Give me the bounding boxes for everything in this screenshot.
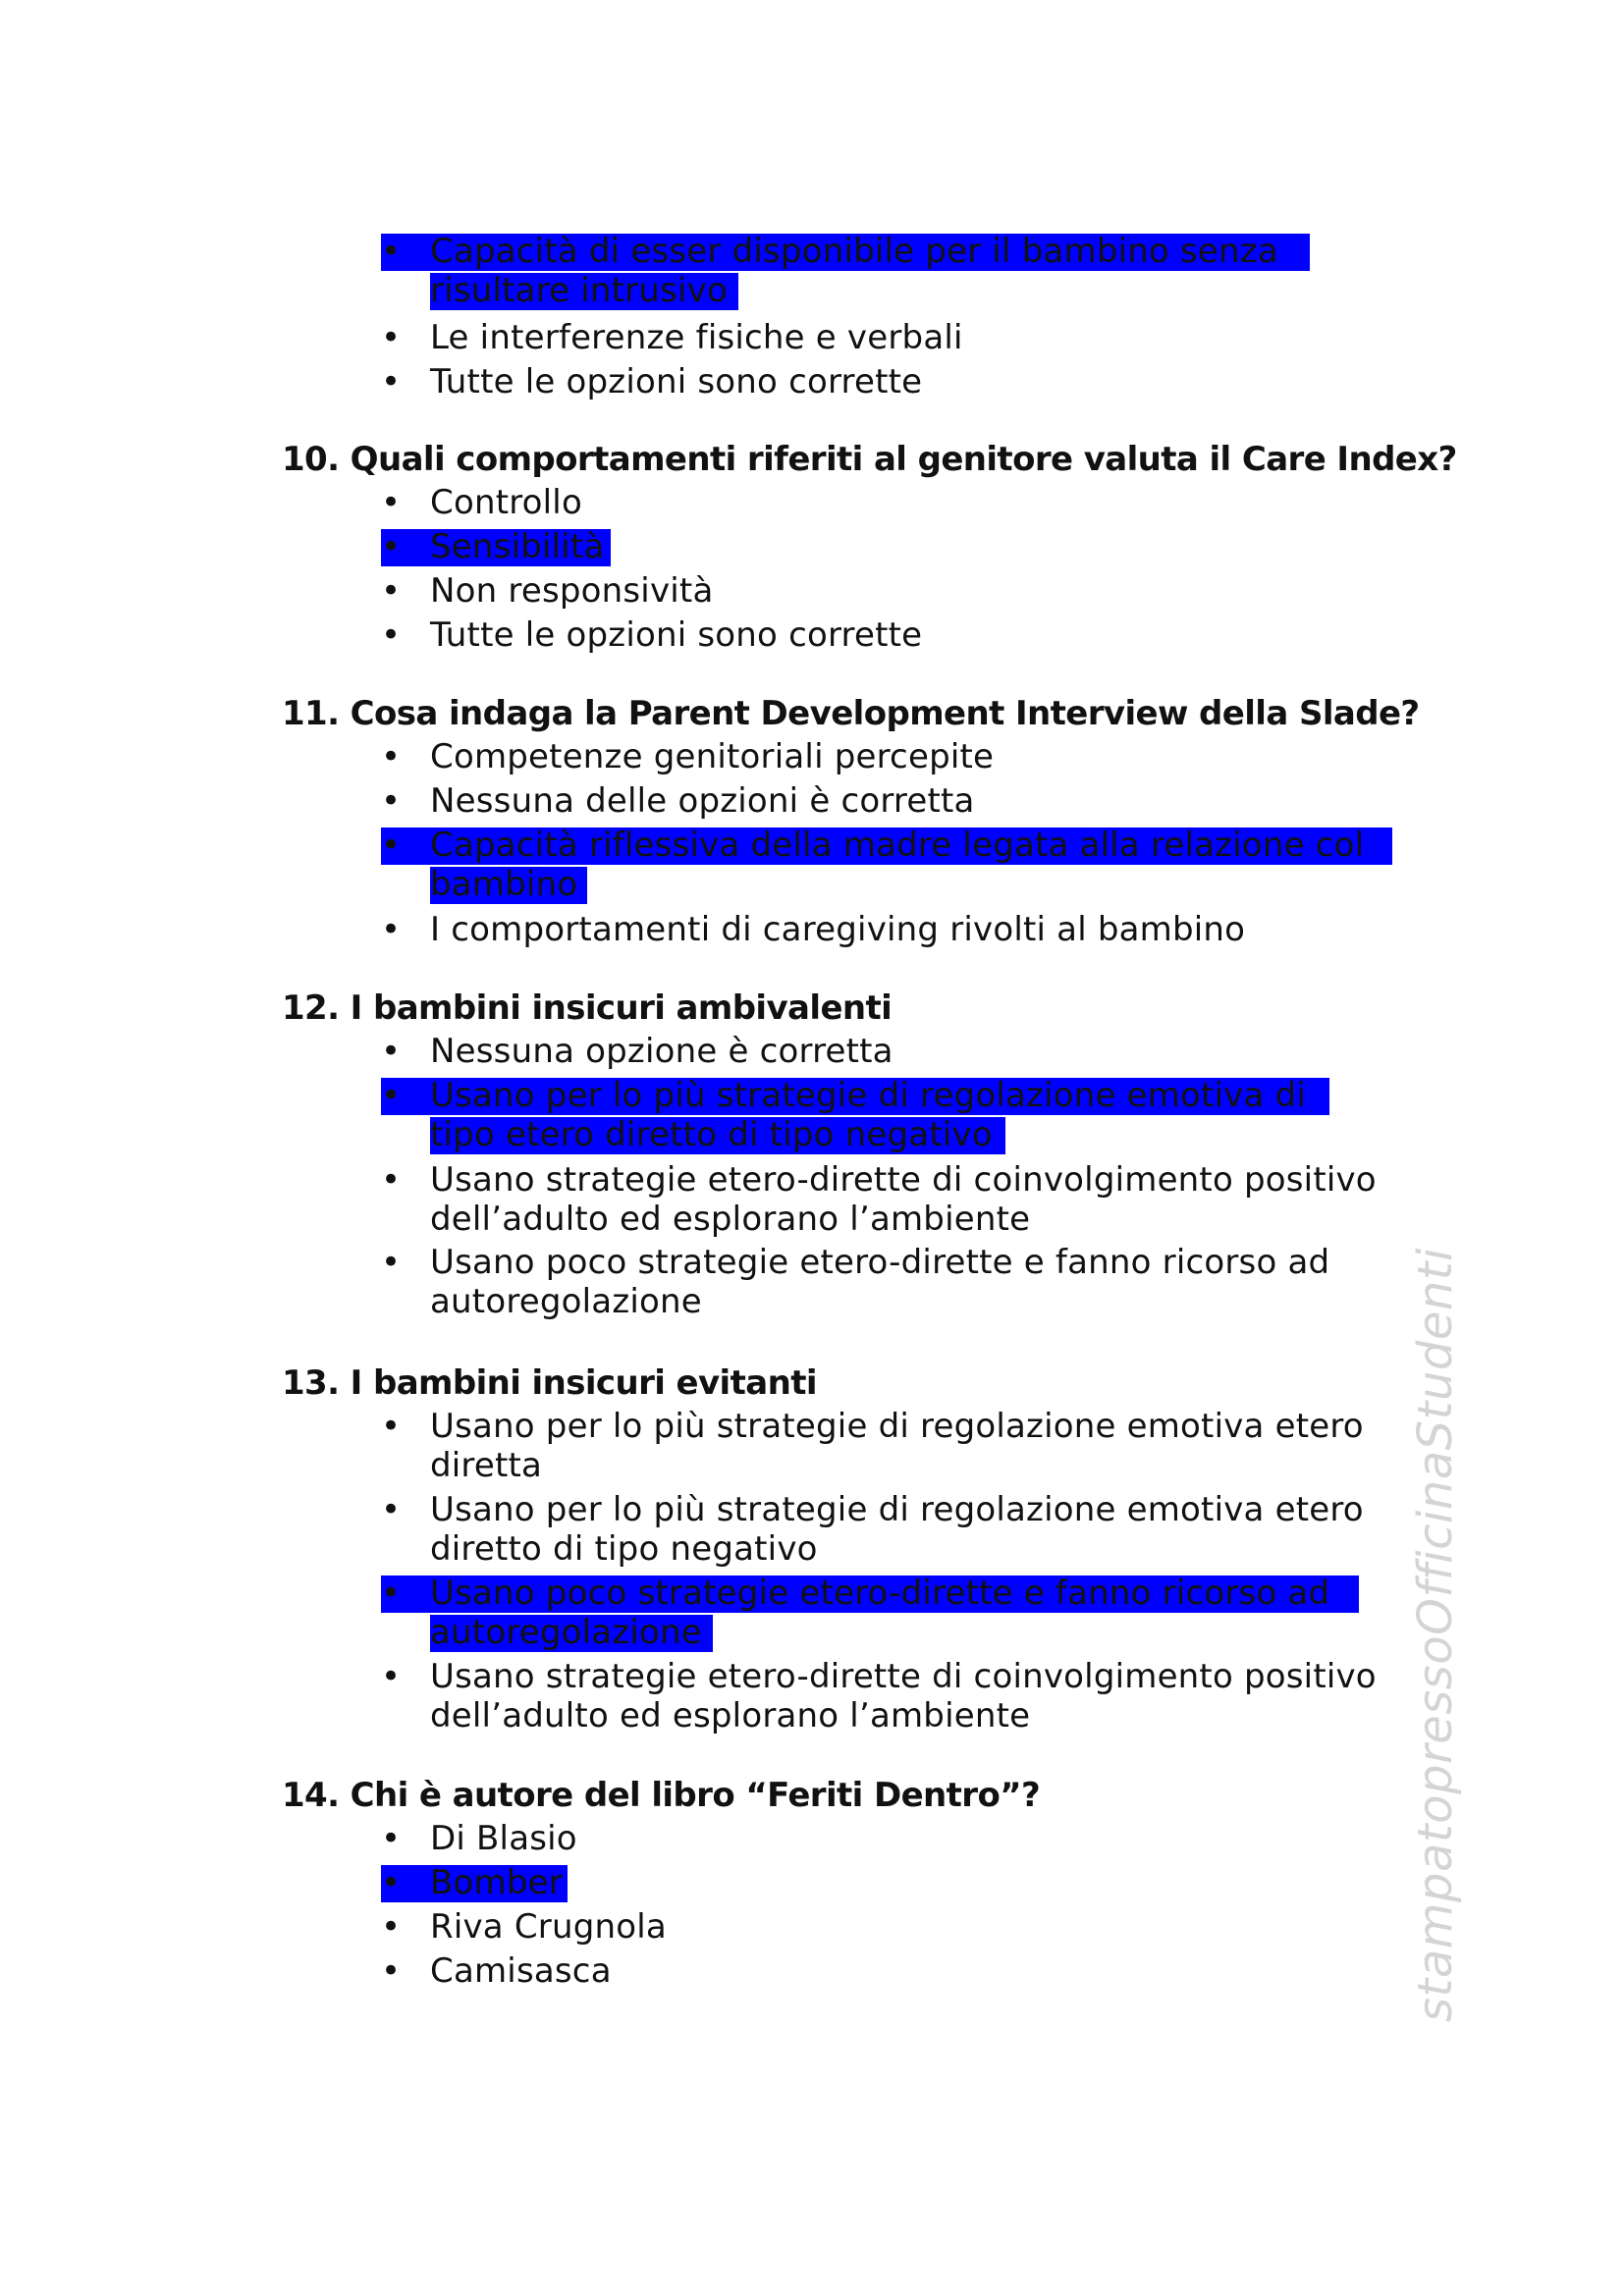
bullet-icon: •	[381, 1490, 402, 1529]
option-text-line: Usano per lo più strategie di regolazione emotiva di	[430, 1076, 1307, 1115]
option-item	[0, 1243, 1624, 1325]
bullet-icon: •	[381, 571, 402, 611]
bullet-icon: •	[381, 527, 402, 566]
option-text-line: Di Blasio	[430, 1819, 577, 1858]
option-text-line: Nessuna delle opzioni è corretta	[430, 781, 975, 821]
option-item	[0, 318, 1624, 362]
option-item	[0, 571, 1624, 615]
option-text-line: Usano poco strategie etero-dirette e fanno ricorso ad	[430, 1574, 1330, 1613]
bullet-icon: •	[381, 826, 402, 865]
options-list	[0, 1407, 1624, 1740]
option-text-line: Riva Crugnola	[430, 1907, 667, 1947]
bullet-icon: •	[381, 232, 402, 271]
option-text-line: autoregolazione	[430, 1282, 702, 1321]
option-item	[0, 1819, 1624, 1863]
option-item	[0, 1863, 1624, 1907]
question-title: 13. I bambini insicuri evitanti	[282, 1363, 817, 1403]
option-text-line: Controllo	[430, 483, 582, 522]
option-text-line: Capacità riflessiva della madre legata alla relazione col	[430, 826, 1365, 865]
options-list	[0, 1032, 1624, 1325]
bullet-icon: •	[381, 910, 402, 949]
bullet-icon: •	[381, 1657, 402, 1696]
option-item	[0, 1574, 1624, 1657]
question-title: 10. Quali comportamenti riferiti al genitore valuta il Care Index?	[282, 440, 1457, 479]
option-item	[0, 910, 1624, 954]
option-text-line: I comportamenti di caregiving rivolti al bambino	[430, 910, 1246, 949]
bullet-icon: •	[381, 483, 402, 522]
bullet-icon: •	[381, 781, 402, 821]
option-text-line: Usano per lo più strategie di regolazione emotiva etero	[430, 1407, 1364, 1446]
options-list	[0, 483, 1624, 660]
option-text-line: dell’adulto ed esplorano l’ambiente	[430, 1200, 1031, 1239]
bullet-icon: •	[381, 1907, 402, 1947]
option-text-line: Capacità di esser disponibile per il bambino senza	[430, 232, 1278, 271]
option-text-line: Camisasca	[430, 1951, 612, 1991]
lead-options-list	[0, 232, 1624, 406]
options-list	[0, 1819, 1624, 1996]
option-text-line: Sensibilità	[430, 527, 605, 566]
bullet-icon: •	[381, 1863, 402, 1902]
option-item	[0, 1907, 1624, 1951]
option-text-line: Usano strategie etero-dirette di coinvolgimento positivo	[430, 1657, 1377, 1696]
bullet-icon: •	[381, 1819, 402, 1858]
options-list	[0, 737, 1624, 954]
option-text-line: bambino	[430, 865, 578, 904]
option-item	[0, 232, 1624, 318]
option-item	[0, 1407, 1624, 1490]
option-text-line: Nessuna opzione è corretta	[430, 1032, 893, 1071]
option-text-line: Le interferenze fisiche e verbali	[430, 318, 963, 357]
bullet-icon: •	[381, 1407, 402, 1446]
option-text-line: Usano poco strategie etero-dirette e fanno ricorso ad	[430, 1243, 1330, 1282]
option-item	[0, 615, 1624, 660]
option-item	[0, 1657, 1624, 1740]
bullet-icon: •	[381, 1951, 402, 1991]
bullet-icon: •	[381, 615, 402, 655]
option-item	[0, 362, 1624, 406]
option-text-line: autoregolazione	[430, 1613, 702, 1652]
bullet-icon: •	[381, 1574, 402, 1613]
option-text-line: Non responsività	[430, 571, 714, 611]
option-item	[0, 527, 1624, 571]
option-text-line: tipo etero diretto di tipo negativo	[430, 1115, 993, 1154]
option-text-line: risultare intrusivo	[430, 271, 728, 310]
option-item	[0, 1160, 1624, 1243]
option-text-line: Tutte le opzioni sono corrette	[430, 615, 923, 655]
bullet-icon: •	[381, 1076, 402, 1115]
question-title: 14. Chi è autore del libro “Feriti Dentro”?	[282, 1776, 1041, 1815]
bullet-icon: •	[381, 737, 402, 776]
option-item	[0, 1032, 1624, 1076]
option-text-line: Tutte le opzioni sono corrette	[430, 362, 923, 401]
option-text-line: Bomber	[430, 1863, 563, 1902]
option-item	[0, 1076, 1624, 1160]
option-text-line: Competenze genitoriali percepite	[430, 737, 995, 776]
option-text-line: dell’adulto ed esplorano l’ambiente	[430, 1696, 1031, 1735]
option-item	[0, 826, 1624, 910]
option-item	[0, 483, 1624, 527]
bullet-icon: •	[381, 1243, 402, 1282]
bullet-icon: •	[381, 362, 402, 401]
bullet-icon: •	[381, 1160, 402, 1200]
option-text-line: Usano strategie etero-dirette di coinvolgimento positivo	[430, 1160, 1377, 1200]
bullet-icon: •	[381, 1032, 402, 1071]
option-item	[0, 737, 1624, 781]
option-text-line: diretta	[430, 1446, 543, 1485]
option-item	[0, 1951, 1624, 1996]
question-title: 12. I bambini insicuri ambivalenti	[282, 988, 893, 1028]
watermark-text: stampatopressoOfficinaStudenti	[1408, 1248, 1463, 2022]
option-text-line: Usano per lo più strategie di regolazione emotiva etero	[430, 1490, 1364, 1529]
question-title: 11. Cosa indaga la Parent Development Interview della Slade?	[282, 694, 1420, 733]
option-text-line: diretto di tipo negativo	[430, 1529, 818, 1569]
bullet-icon: •	[381, 318, 402, 357]
option-item	[0, 1490, 1624, 1574]
option-item	[0, 781, 1624, 826]
